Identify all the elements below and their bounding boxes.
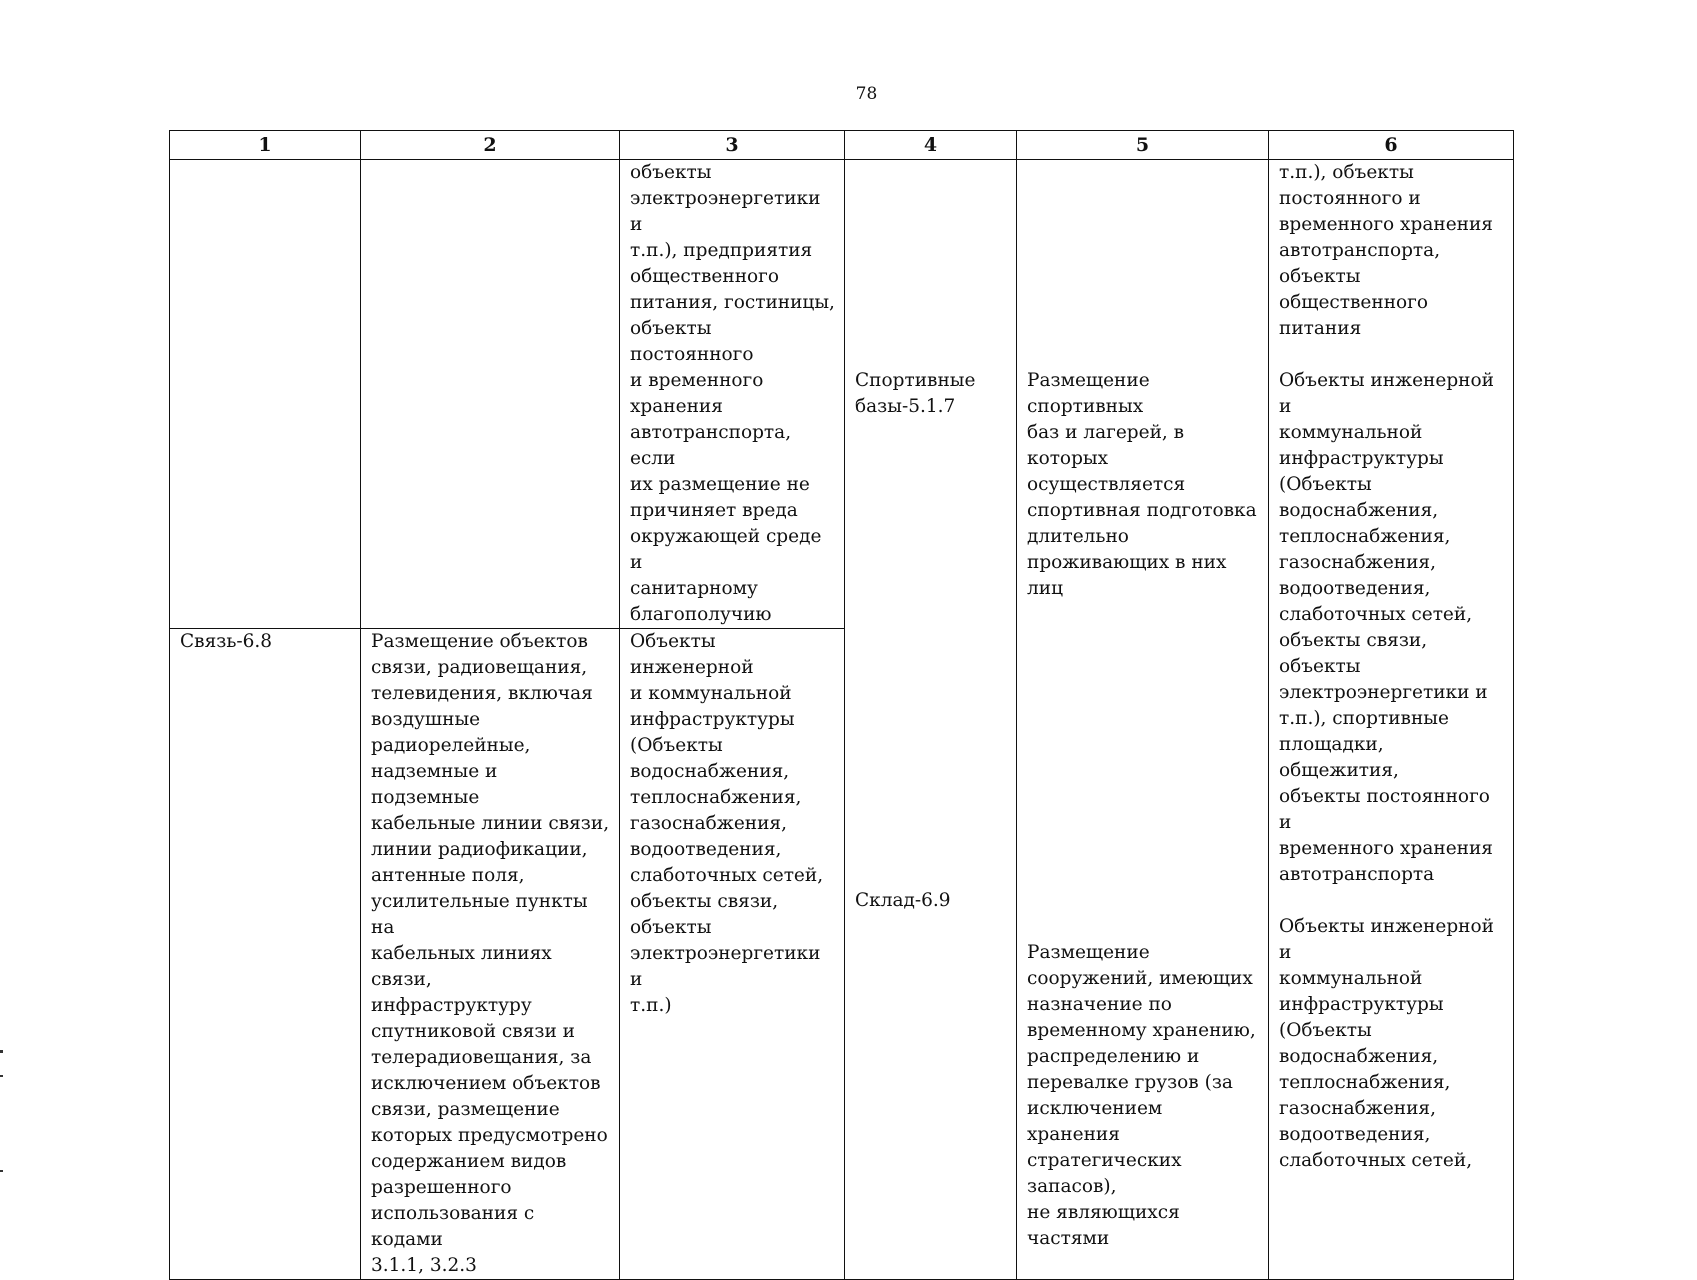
- cell-communication-description: Размещение объектов связи, радиовещания, телевидения, включая воздушные радиорелейные, надземные и подземные кабельные линии связи, линии радиофикации, антенные поля, усилительные пункты на кабельных линиях связи, инфраструктуру спутниковой связи и телерадиовещания, за исключением объектов связи, размещение которых предусмотрено содержанием видов разрешенного использования с кодами 3.1.1, 3.2.3: [361, 629, 620, 1280]
- warehouse-code-text: Склад-6.9: [855, 890, 951, 911]
- warehouse-description-text: Размещение сооружений, имеющих назначение по временному хранению, распределению и перевалке грузов (за исключением хранения стратегических запасов), не являющихся частями: [1027, 942, 1256, 1249]
- cell-sports-bases-description: [1017, 160, 1269, 1280]
- cell-communication-auxiliary-uses: Объекты инженерной и коммунальной инфраструктуры (Объекты водоснабжения, теплоснабжения, газоснабжения, водоотведения, слаботочных сетей, объекты связи, объекты электроэнергетики и т.п.): [620, 629, 845, 1280]
- warehouse-auxiliary-text: Объекты инженерной и коммунальной инфраструктуры (Объекты водоснабжения, теплоснабжения, газоснабжения, водоотведения, слаботочных сетей,: [1279, 916, 1494, 1171]
- continued-auxiliary-text: т.п.), объекты постоянного и временного хранения автотранспорта, объекты общественного питания: [1279, 162, 1493, 339]
- cell-continued-auxiliary-uses: объекты электроэнергетики и т.п.), предприятия общественного питания, гостиницы, объекты постоянного и временного хранения автотранспорта, если их размещение не причиняет вреда окружающей среде и санитарному благополучию: [620, 160, 845, 629]
- cell-sports-bases-code: [845, 160, 1017, 1280]
- scan-edge-mark: [0, 1170, 3, 1172]
- scan-edge-mark: [0, 1050, 3, 1053]
- sports-bases-auxiliary-text: Объекты инженерной и коммунальной инфраструктуры (Объекты водоснабжения, теплоснабжения, газоснабжения, водоотведения, слаботочных сетей, объекты связи, объекты электроэнергетики и т.п.), спортивные площадки, общежития, объекты постоянного и временного хранения автотранспорта: [1279, 370, 1494, 885]
- column-header-2: 2: [361, 131, 620, 160]
- land-use-table: [169, 130, 1514, 1280]
- table-header-row: [170, 131, 1514, 160]
- column-header-6: 6: [1269, 131, 1514, 160]
- column-header-4: 4: [845, 131, 1017, 160]
- cell-communication-code: Связь-6.8: [170, 629, 361, 1280]
- scan-edge-mark: [0, 1075, 3, 1077]
- sports-bases-description-text: Размещение спортивных баз и лагерей, в которых осуществляется спортивная подготовка длительно проживающих в них лиц: [1027, 370, 1257, 599]
- table-row: [170, 160, 1514, 629]
- column-header-3: 3: [620, 131, 845, 160]
- cell-sports-bases-auxiliary-uses: [1269, 160, 1514, 1280]
- column-header-1: 1: [170, 131, 361, 160]
- page-number: 78: [855, 84, 878, 104]
- cell-continued-code: [170, 160, 361, 629]
- sports-bases-code-text: Спортивные базы-5.1.7: [855, 370, 976, 417]
- cell-continued-description: [361, 160, 620, 629]
- column-header-5: 5: [1017, 131, 1269, 160]
